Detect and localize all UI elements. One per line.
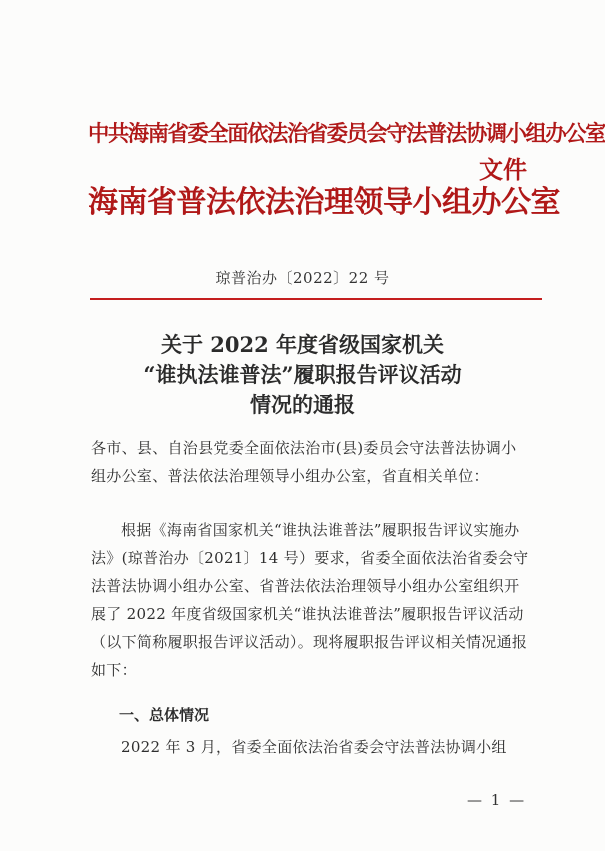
document-title [0, 330, 605, 420]
body-paragraph-2: 2022 年 3 月，省委全面依法治省委会守法普法协调小组 [121, 738, 507, 756]
document-number: 琼普治办〔2022〕22 号 [215, 269, 390, 287]
document-type-label: 文件 [479, 155, 527, 184]
page-number: — 1 — [467, 791, 527, 809]
issuing-org-line-1: 中共海南省委全面依法治省委员会守法普法协调小组办公室 [88, 121, 605, 147]
red-divider-line [90, 298, 542, 300]
title-line-2: “谁执法谁普法”履职报告评议活动 [143, 362, 462, 387]
addressee: 各市、县、自治县党委全面依法治市(县)委员会守法普法协调小组办公室、普法依法治理领导小组办公室，省直相关单位： [91, 439, 517, 485]
section-heading-overview: 一、总体情况 [119, 706, 210, 724]
issuing-org-line-2: 海南省普法依法治理领导小组办公室 [88, 185, 560, 220]
body-paragraph-1: 根据《海南省国家机关“谁执法谁普法”履职报告评议实施办法》(琼普治办〔2021〕14 号）要求，省委全面依法治省委会守法普法协调小组办公室、省普法依法治理领导小组办公室组织开展了 2022 年度省级国家机关“谁执法谁普法”履职报告评议活动（以下简称履职报告评议活动）。现将履职报告评议相关情况通报如下： [91, 521, 529, 679]
title-line-1: 关于 2022 年度省级国家机关 [160, 332, 445, 357]
title-line-3: 情况的通报 [250, 392, 355, 417]
